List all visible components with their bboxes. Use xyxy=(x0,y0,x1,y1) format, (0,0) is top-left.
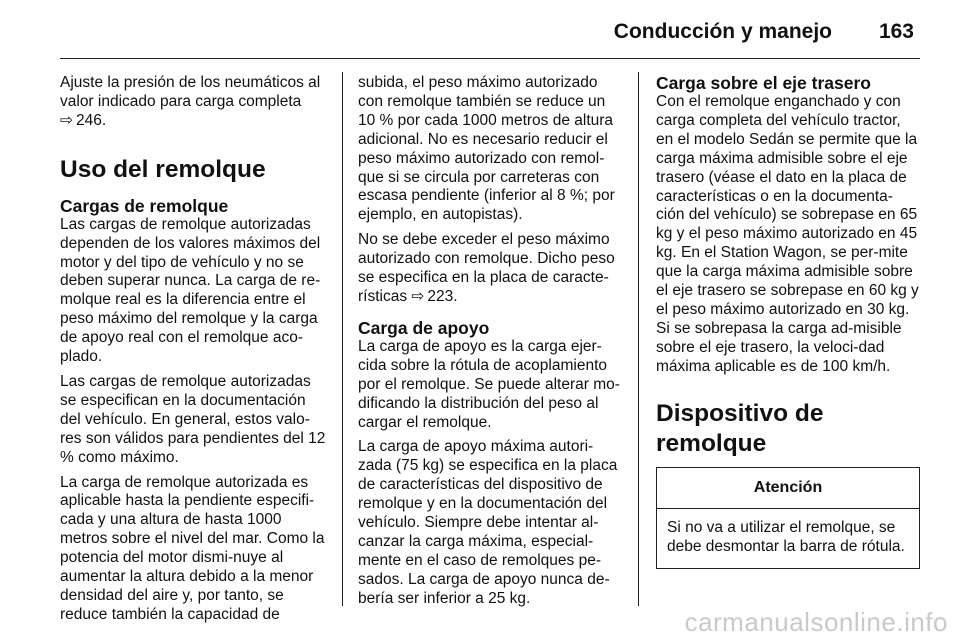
subtitle-trailer-loads: Cargas de remolque xyxy=(60,195,229,216)
paragraph: Las cargas de remolque autorizadas se especifican en la documentación del vehículo. En general, estos valo-res son válidos para pendientes del 12 % como máximo. xyxy=(60,372,326,466)
caution-text: Si no va a utilizar el remolque, se debe desmontar la barra de rótula. xyxy=(667,518,905,555)
caution-box xyxy=(656,467,920,570)
section-title-trailer-use: Uso del remolque xyxy=(60,155,266,183)
column-2 xyxy=(358,74,626,615)
reference-arrow-icon: ⇨ xyxy=(60,111,73,129)
subtitle-support-load: Carga de apoyo xyxy=(358,317,490,338)
paragraph: subida, el peso máximo autorizado con remolque también se reduce un 10 % por cada 1000 metros de altura adicional. No es necesario reducir el peso máximo autorizado con remol-que si se circula por carreteras con escasa pendiente (inferior al 8 %; por ejemplo, en autopistas). xyxy=(358,74,615,224)
paragraph: No se debe exceder el peso máximo autorizado con remolque. Dicho peso se especifica en la placa de caracte-rísticas ⇨ 223. xyxy=(358,231,615,305)
page-header-title: Conducción y manejo xyxy=(613,20,832,43)
page-reference-link[interactable]: 223. xyxy=(427,287,458,305)
page-number: 163 xyxy=(878,20,914,43)
paragraph: Las cargas de remolque autorizadas dependen de los valores máximos del motor y del tipo de vehículo y no se deben superar nunca. La carga de re-molque real es la diferencia entre el peso máximo del remolque y la carga de apoyo real con el remolque aco-plado. xyxy=(60,215,321,366)
reference-arrow-icon: ⇨ xyxy=(411,287,425,305)
subtitle-rear-axle-load: Carga sobre el eje trasero xyxy=(656,73,871,93)
watermark: carmanualsonline.info xyxy=(684,607,948,637)
section-title-towing-device: Dispositivo de remolque xyxy=(656,399,824,457)
intro-paragraph: Ajuste la presión de los neumáticos al valor indicado para carga completa ⇨ 246. xyxy=(60,74,321,129)
paragraph: Con el remolque enganchado y con carga completa del vehículo tractor, en el modelo Sedán se permite que la carga máxima admisible sobre el eje trasero (véase el dato en la placa de características o en la documenta-ción del vehículo) se sobrepase en 65 kg y el peso máximo autorizado en 45 kg. En el Station Wagon, se per-mite que la carga máxima admisible sobre el eje trasero se sobrepase en 60 kg y el peso máximo autorizado en 30 kg. Si se sobrepasa la carga ad-misible sobre el eje trasero, la veloci-dad máxima aplicable es de 100 km/h. xyxy=(656,93,919,375)
column-divider-2 xyxy=(638,72,639,606)
column-3 xyxy=(656,74,920,569)
column-1 xyxy=(60,74,326,631)
header-divider xyxy=(60,58,920,59)
paragraph: La carga de apoyo es la carga ejer-cida sobre la rótula de acoplamiento por el remolque. Se puede alterar mo-dificando la distribución del peso al cargar el remolque. xyxy=(358,337,620,431)
paragraph: La carga de apoyo máxima autori-zada (75 kg) se especifica en la placa de características del dispositivo de remolque y en la documentación del vehículo. Siempre debe intentar al-canzar la carga máxima, especial-mente en el caso de remolques pe-sados. La carga de apoyo nunca de-bería ser inferior a 25 kg. xyxy=(358,438,618,607)
page-reference-link[interactable]: 246. xyxy=(76,111,107,129)
column-divider-1 xyxy=(342,72,343,606)
paragraph: La carga de remolque autorizada es aplicable hasta la pendiente especifi-cada y una altura de hasta 1000 metros sobre el nivel del mar. Como la potencia del motor dismi-nuye al aumentar la altura debido a la menor densidad del aire y, por tanto, se reduce también la capacidad de xyxy=(60,473,325,623)
caution-title: Atención xyxy=(657,468,919,509)
